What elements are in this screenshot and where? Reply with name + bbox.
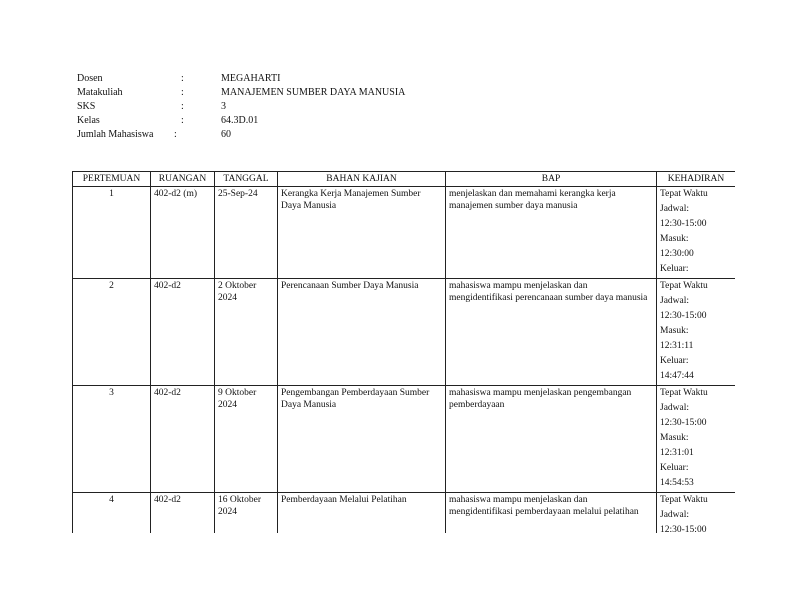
kehadiran-line: Tepat Waktu [660,388,708,398]
kehadiran-line: Tepat Waktu [660,495,708,505]
kehadiran-line: Tepat Waktu [660,189,708,199]
cell-ruangan: 402-d2 [151,279,215,386]
kehadiran-line: Tepat Waktu [660,281,708,291]
cell-kehadiran [657,187,736,279]
kehadiran-line: Jadwal: [660,204,690,214]
info-value: 60 [221,129,231,140]
kehadiran-line: Masuk: [660,433,689,443]
table-row [73,386,736,493]
kehadiran-line: 12:31:01 [660,448,694,458]
info-colon: : [181,73,184,84]
header-bap: BAP [446,172,657,187]
header-bahan-kajian: BAHAN KAJIAN [278,172,446,187]
cell-bap: menjelaskan dan memahami kerangka kerja manajemen sumber daya manusia [446,187,657,279]
info-label: SKS [77,101,96,112]
info-value: MEGAHARTI [221,73,281,84]
info-value: 3 [221,101,226,112]
cell-ruangan: 402-d2 [151,386,215,493]
info-value: MANAJEMEN SUMBER DAYA MANUSIA [221,87,406,98]
cell-pertemuan: 3 [73,386,151,493]
header-pertemuan: PERTEMUAN [73,172,151,187]
kehadiran-line: 12:31:11 [660,341,694,351]
info-label: Kelas [77,115,100,126]
header-ruangan: RUANGAN [151,172,215,187]
cell-bap: mahasiswa mampu menjelaskan dan mengidentifikasi pemberdayaan melalui pelatihan [446,493,657,534]
table-row [73,187,736,279]
cell-ruangan: 402-d2 [151,493,215,534]
table-header-row [73,172,736,187]
cell-kehadiran [657,386,736,493]
kehadiran-line: Jadwal: [660,403,690,413]
attendance-table [72,171,735,533]
kehadiran-line: 12:30:00 [660,249,694,259]
kehadiran-line: Masuk: [660,234,689,244]
info-label: Matakuliah [77,87,123,98]
kehadiran-line: 12:30-15:00 [660,219,707,229]
cell-bahan-kajian: Pengembangan Pemberdayaan Sumber Daya Manusia [278,386,446,493]
kehadiran-line: Masuk: [660,326,689,336]
cell-tanggal: 25-Sep-24 [215,187,278,279]
header-kehadiran: KEHADIRAN [657,172,736,187]
header-tanggal: TANGGAL [215,172,278,187]
kehadiran-line: Keluar: [660,463,689,473]
table-row [73,279,736,386]
cell-tanggal: 2 Oktober 2024 [215,279,278,386]
kehadiran-line: 14:47:44 [660,371,694,381]
info-colon: : [174,129,177,140]
cell-kehadiran [657,493,736,534]
kehadiran-line: 12:30-15:00 [660,418,707,428]
cell-bahan-kajian: Perencanaan Sumber Daya Manusia [278,279,446,386]
cell-tanggal: 16 Oktober 2024 [215,493,278,534]
kehadiran-line: Jadwal: [660,510,690,520]
cell-pertemuan: 1 [73,187,151,279]
cell-bahan-kajian: Pemberdayaan Melalui Pelatihan [278,493,446,534]
cell-bap: mahasiswa mampu menjelaskan dan mengidentifikasi perencanaan sumber daya manusia [446,279,657,386]
cell-pertemuan: 2 [73,279,151,386]
info-colon: : [181,115,184,126]
cell-tanggal: 9 Oktober 2024 [215,386,278,493]
cell-bap: mahasiswa mampu menjelaskan pengembangan pemberdayaan [446,386,657,493]
info-value: 64.3D.01 [221,115,259,126]
info-label: Jumlah Mahasiswa [77,129,154,140]
cell-ruangan: 402-d2 (m) [151,187,215,279]
info-label: Dosen [77,73,103,84]
kehadiran-line: Keluar: [660,264,689,274]
cell-kehadiran [657,279,736,386]
cell-pertemuan: 4 [73,493,151,534]
kehadiran-line: Jadwal: [660,296,690,306]
kehadiran-line: 12:30-15:00 [660,525,707,533]
info-colon: : [181,101,184,112]
kehadiran-line: 12:30-15:00 [660,311,707,321]
attendance-table-wrapper [72,171,735,533]
kehadiran-line: 14:54:53 [660,478,694,488]
info-colon: : [181,87,184,98]
table-row [73,493,736,534]
kehadiran-line: Keluar: [660,356,689,366]
cell-bahan-kajian: Kerangka Kerja Manajemen Sumber Daya Manusia [278,187,446,279]
